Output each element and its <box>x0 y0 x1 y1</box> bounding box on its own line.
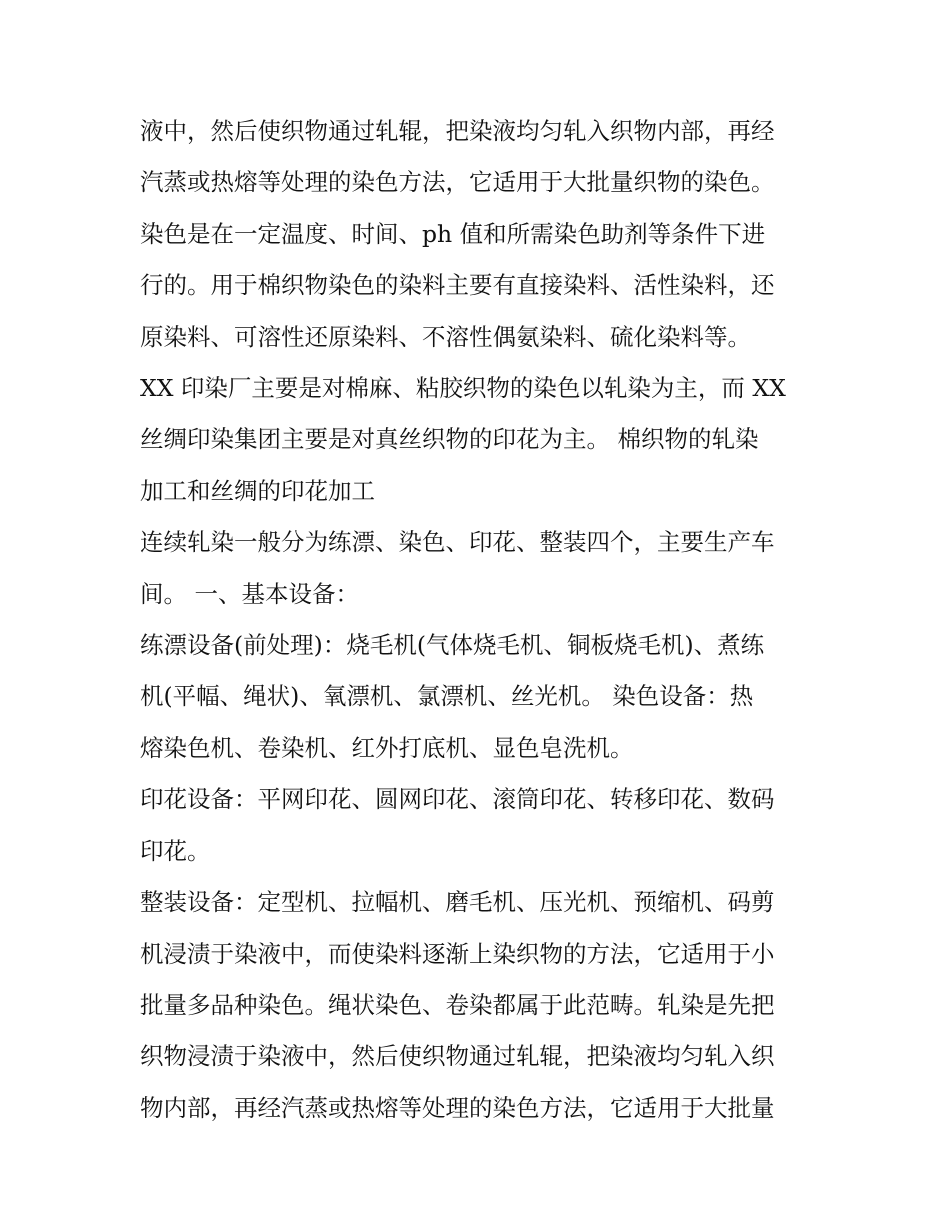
text-line: 印花。 <box>140 836 211 865</box>
text-line: 机(平幅、绳状)、氧漂机、氯漂机、丝光机。 染色设备：热 <box>140 682 754 711</box>
text-line: XX 印染厂主要是对棉麻、粘胶织物的染色以轧染为主，而 XX <box>140 374 786 403</box>
text-line: 汽蒸或热熔等处理的染色方法，它适用于大批量织物的染色。 <box>140 168 775 197</box>
text-line: 整装设备：定型机、拉幅机、磨毛机、压光机、预缩机、码剪 <box>140 888 775 917</box>
text-line: 染色是在一定温度、时间、ph 值和所需染色助剂等条件下进 <box>140 219 766 248</box>
text-line: 机浸渍于染液中，而使染料逐渐上染织物的方法，它适用于小 <box>140 939 775 968</box>
text-line: 批量多品种染色。绳状染色、卷染都属于此范畴。轧染是先把 <box>140 990 775 1019</box>
text-line: 行的。用于棉织物染色的染料主要有直接染料、活性染料，还 <box>140 271 775 300</box>
text-line: 印花设备：平网印花、圆网印花、滚筒印花、转移印花、数码 <box>140 785 775 814</box>
text-line: 熔染色机、卷染机、红外打底机、显色皂洗机。 <box>140 733 634 762</box>
text-line: 液中，然后使织物通过轧辊，把染液均匀轧入织物内部，再经 <box>140 117 775 145</box>
text-line: 连续轧染一般分为练漂、染色、印花、整装四个，主要生产车 <box>140 528 775 557</box>
text-line: 原染料、可溶性还原染料、不溶性偶氨染料、硫化染料等。 <box>140 322 751 351</box>
document-body <box>140 106 812 1134</box>
text-line: 加工和丝绸的印花加工 <box>140 476 375 505</box>
text-line: 练漂设备(前处理)：烧毛机(气体烧毛机、铜板烧毛机)、煮练 <box>140 631 765 660</box>
text-line: 织物浸渍于染液中，然后使织物通过轧辊，把染液均匀轧入织 <box>140 1042 775 1071</box>
text-line: 物内部，再经汽蒸或热熔等处理的染色方法，它适用于大批量 <box>140 1093 775 1122</box>
text-line: 间。 一、基本设备： <box>140 579 359 608</box>
text-line: 丝绸印染集团主要是对真丝织物的印花为主。 棉织物的轧染 <box>140 425 759 454</box>
